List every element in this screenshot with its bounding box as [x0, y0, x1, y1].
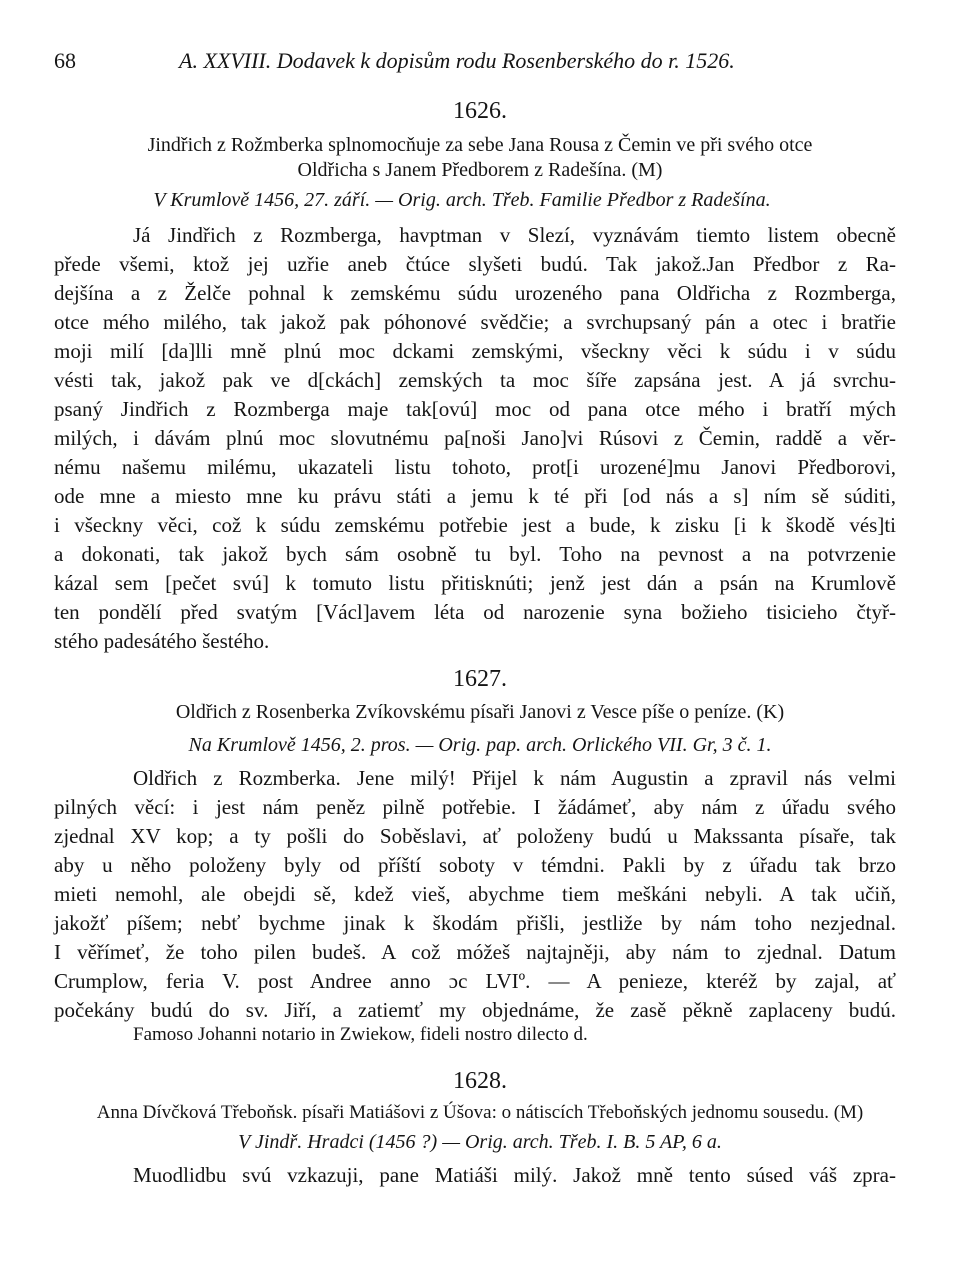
body-line: počekány budú do sv. Jiří, a zatiemť my objednáme, že zasě pěkně zaplaceny budú. — [54, 998, 896, 1022]
body-line: ode mne a miesto mne ku právu státi a jemu k té při [od nás a s] ním sě súditi, — [54, 484, 896, 508]
body-line: otce mého milého, tak jakož pak póhonové svědčie; a svrchupsaný pán a otec i bratřie — [54, 310, 896, 334]
entry-source: Na Krumlově 1456, 2. pros. — Orig. pap. arch. Orlického VII. Gr, 3 č. 1. — [188, 734, 772, 756]
body-line: ten pondělí před svatým [Václ]avem léta od narozenie syna božieho tisicieho čtyř- — [54, 600, 896, 624]
body-line: i všeckny věci, což k súdu zemskému potřebie jest a bude, k zisku [i k škodě vés]ti — [54, 513, 896, 537]
body-line: nému našemu milému, ukazateli listu tohoto, prot[i urozené]mu Janovi Předborovi, — [54, 455, 896, 479]
entry-number: 1627. — [453, 666, 507, 692]
entry-number: 1626. — [453, 98, 507, 124]
body-line: zjednal XV kop; a ty pošli do Soběslavi, ať položeny budú u Makssanta písaře, tak — [54, 824, 896, 848]
body-line: Crumplow, feria V. post Andree anno ɔc LVIº. — A penieze, kteréž by zajal, ať — [54, 969, 896, 993]
body-line: přede všemi, ktož jej uzřie aneb čtúce slyšeti budú. Tak jakož.Jan Předbor z Ra- — [54, 252, 896, 276]
body-line: stého padesátého šestého. — [54, 629, 270, 653]
page-number: 68 — [54, 48, 76, 73]
body-line: I věřímeť, že toho pilen budeš. A což móžeš najtajněji, aby nám to zjednal. Datum — [54, 940, 896, 964]
entry-summary: Oldřich z Rosenberka Zvíkovskému písaři Janovi z Vesce píše o peníze. (K) — [175, 701, 785, 723]
body-line: moji milí [da]lli mně plnú moc dckami zemskými, všeckny věci k súdu i v súdu — [54, 339, 896, 363]
body-line: pilných věcí: i jest nám peněz pilně potřebie. I žádámeť, aby nám z úřadu svého — [54, 795, 896, 819]
body-line: Oldřich z Rozmberka. Jene milý! Přijel k nám Augustin a zpravil nás velmi — [133, 766, 896, 790]
body-line: milých, i dávám plnú moc slovutnému pa[noši Jano]vi Rúsovi z Čemin, raddě a věr- — [54, 426, 896, 450]
body-line: aby u něho položeny byly od příští soboty v témdni. Pakli by z úřadu tak brzo — [54, 853, 896, 877]
body-line: jakožť píšem; nebť bychme jinak k škodám přišli, jestliže by nám toho nezjednal. — [54, 911, 896, 935]
letter-address: Famoso Johanni notario in Zwiekow, fideli nostro dilecto d. — [133, 1024, 588, 1045]
entry-summary: Oldřicha s Janem Předborem z Radešína. (M) — [297, 159, 663, 181]
entry-source: V Jindř. Hradci (1456 ?) — Orig. arch. Třeb. I. B. 5 AP, 6 a. — [238, 1131, 722, 1153]
entry-summary: Anna Dívčková Třeboňsk. písaři Matiášovi z Úšova: o nátiscích Třeboňských jednomu sousedu. (M) — [96, 1102, 864, 1123]
entry-summary: Jindřich z Rožmberka splnomocňuje za sebe Jana Rousa z Čemin ve při svého otce — [147, 134, 813, 156]
body-line: Já Jindřich z Rozmberga, havptman v Slezí, vyznávám tiemto listem obecně — [133, 223, 896, 247]
page-header — [54, 48, 896, 78]
body-line: Muodlidbu svú vzkazuji, pane Matiáši milý. Jakož mně tento súsed váš zpra- — [133, 1163, 896, 1187]
running-head: A. XXVIII. Dodavek k dopisům rodu Rosenberského do r. 1526. — [179, 48, 735, 73]
body-line: kázal sem [pečet svú] k tomuto listu přitisknúti; jenž jest dán a psán na Krumlově — [54, 571, 896, 595]
body-line: psaný Jindřich z Rozmberga maje tak[ovú] moc od pana otce mého i bratří mých — [54, 397, 896, 421]
body-line: vésti tak, jakož pak ve d[ckách] zemských ta moc šíře zapsána jest. A já svrchu- — [54, 368, 896, 392]
entry-number: 1628. — [453, 1068, 507, 1094]
body-line: a dokonati, tak jakož bych sám osobně tu byl. Toho na pevnost a na potvrzenie — [54, 542, 896, 566]
body-line: mieti nemohl, ale obejdi sě, kdež vieš, abychme tiem meškáni nebyli. A tak učiň, — [54, 882, 896, 906]
body-line: dejšína a z Želče pohnal k zemskému súdu urozeného pana Oldřicha z Rozmberga, — [54, 281, 896, 305]
entry-source: V Krumlově 1456, 27. září. — Orig. arch. Třeb. Familie Předbor z Radešína. — [153, 189, 771, 211]
